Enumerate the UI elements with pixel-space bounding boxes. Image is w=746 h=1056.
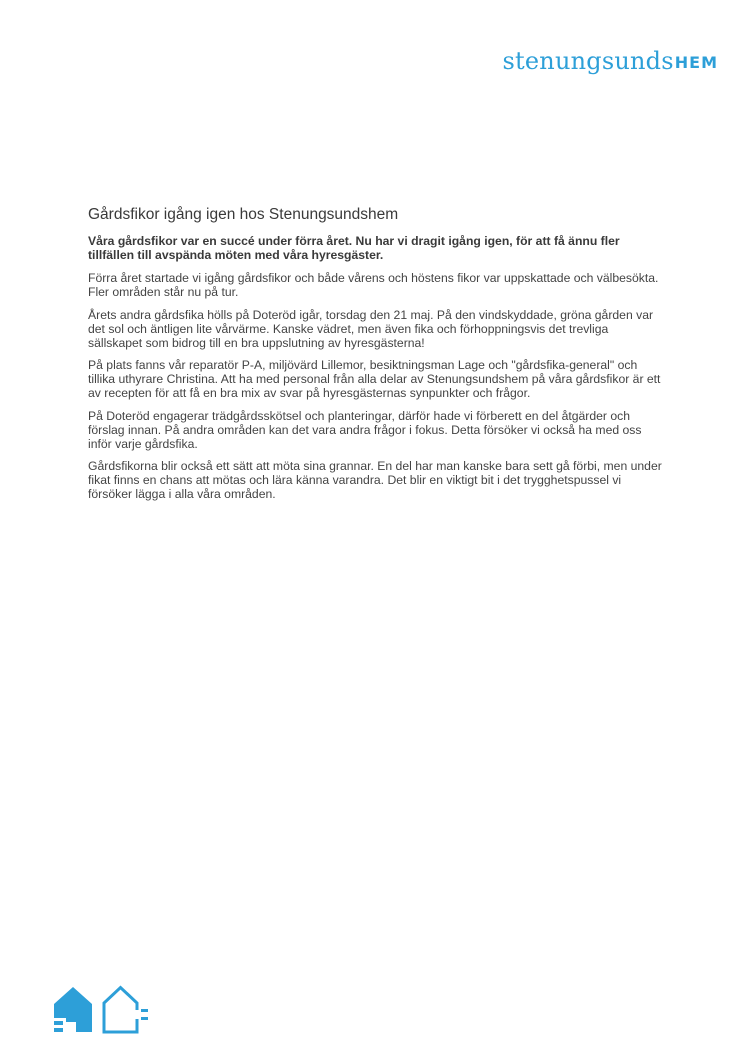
brand-logo xyxy=(503,47,718,75)
houses-icon xyxy=(52,982,152,1034)
paragraph-2: Årets andra gårdsfika hölls på Doteröd igår, torsdag den 21 maj. På den vindskyddade, gröna gården var det sol och äntligen lite vårvärme. Kanske vädret, men även fika och förhoppningsvis det trevliga sällskapet som bidrog till en bra uppslutning av hyresgästerna! xyxy=(88,307,654,350)
article-lead: Våra gårdsfikor var en succé under förra året. Nu har vi dragit igång igen, för att få ännu fler tillfällen till avspända möten med våra hyresgäster. xyxy=(88,234,620,262)
paragraph-5: Gårdsfikorna blir också ett sätt att möta sina grannar. En del har man kanske bara sett gå förbi, men under fikat finns en chans att mötas och lära känna varandra. Det blir en viktigt bit i det trygghetspussel vi försöker lägga i alla våra områden. xyxy=(88,459,662,501)
logo-text: stenungsunds xyxy=(502,47,674,75)
paragraph-1: Förra året startade vi igång gårdsfikor och både vårens och höstens fikor var uppskattade och välbesökta. Fler områden står nu på tur. xyxy=(88,271,659,299)
paragraph-3: På plats fanns vår reparatör P-A, miljövärd Lillemor, besiktningsman Lage och "gårdsfika-general" och tillika uthyrare Christina. Att ha med personal från alla delar av Stenungsundshem på våra gårdsfikor är ett av recepten för att få en bra mix av svar på hyresgästernas synpunkter och frågor. xyxy=(88,358,661,400)
logo-suffix: HEM xyxy=(674,53,718,72)
paragraph-4: På Doteröd engagerar trädgårdsskötsel och planteringar, därför hade vi förberett en del åtgärder och förslag innan. På andra områden kan det vara andra frågor i fokus. Detta försöker vi också ha med oss inför varje gårdsfika. xyxy=(88,408,642,451)
article-title: Gårdsfikor igång igen hos Stenungsundshem xyxy=(88,206,399,223)
press-release xyxy=(88,206,664,510)
